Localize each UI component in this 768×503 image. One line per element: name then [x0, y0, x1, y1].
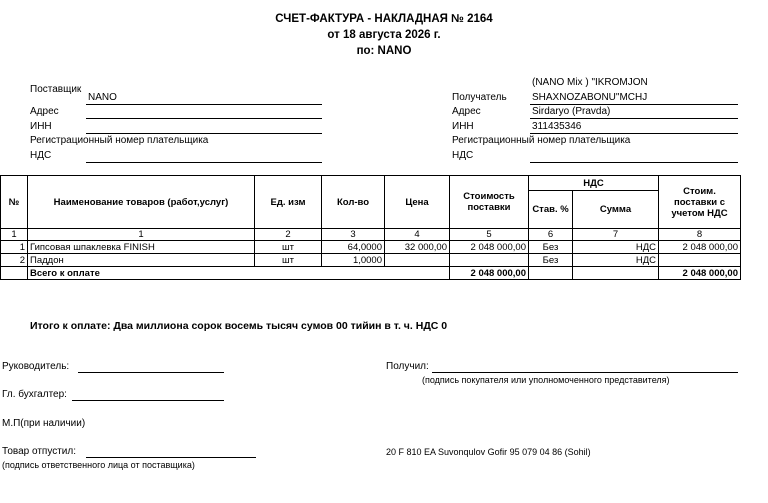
recipient-underline	[530, 104, 738, 105]
row-cost	[450, 254, 529, 267]
recipient-value-line1: (NANO Mix ) "IKROMJON	[532, 77, 648, 88]
row-nds-sum: НДС	[573, 241, 659, 254]
row-num: 1	[1, 241, 28, 254]
row-price	[385, 254, 450, 267]
invoice-table	[0, 175, 741, 280]
header-name: Наименование товаров (работ,услуг)	[28, 176, 255, 229]
header-cost: Стоимость поставки	[450, 176, 529, 229]
footer-info: 20 F 810 EA Suvonqulov Gofir 95 079 04 86 (Sohil)	[386, 447, 591, 457]
row-name: Паддон	[28, 254, 255, 267]
col-number: 8	[659, 229, 741, 241]
recipient-reg-label: Регистрационный номер плательщика	[452, 135, 631, 146]
total-row-nds-sum	[573, 267, 659, 280]
col-number: 7	[573, 229, 659, 241]
recipient-label: Получатель	[452, 92, 507, 103]
row-nds-rate: Без	[529, 254, 573, 267]
header-total: Стоим. поставки с учетом НДС	[659, 176, 741, 229]
supplier-inn-label: ИНН	[30, 121, 52, 132]
recipient-inn-label: ИНН	[452, 121, 474, 132]
row-qty: 64,0000	[322, 241, 385, 254]
total-row-empty	[1, 267, 28, 280]
total-row-total: 2 048 000,00	[659, 267, 741, 280]
received-label: Получил:	[386, 361, 429, 372]
released-label: Товар отпустил:	[2, 446, 76, 457]
total-row-nds-rate	[529, 267, 573, 280]
document-date: от 18 августа 2026 г.	[327, 29, 441, 41]
table-row	[1, 241, 741, 254]
supplier-value: NANO	[88, 92, 117, 103]
col-number: 2	[255, 229, 322, 241]
header-qty: Кол-во	[322, 176, 385, 229]
row-unit: шт	[255, 254, 322, 267]
supplier-nds-underline	[86, 162, 322, 163]
total-row-label: Всего к оплате	[28, 267, 450, 280]
recipient-value-line2: SHAXNOZABONU"MCHJ	[532, 92, 648, 103]
row-name: Гипсовая шпаклевка FINISH	[28, 241, 255, 254]
accountant-label: Гл. бухгалтер:	[2, 389, 67, 400]
supplier-reg-label: Регистрационный номер плательщика	[30, 135, 209, 146]
header-nds-sum: Сумма	[573, 191, 659, 229]
row-total	[659, 254, 741, 267]
supplier-inn-underline	[86, 133, 322, 134]
released-note: (подпись ответственного лица от поставщика)	[2, 460, 195, 470]
col-number: 1	[28, 229, 255, 241]
row-unit: шт	[255, 241, 322, 254]
recipient-address-underline	[530, 118, 738, 119]
received-note: (подпись покупателя или уполномоченного представителя)	[422, 375, 670, 385]
accountant-signature-line	[72, 400, 224, 401]
col-number: 3	[322, 229, 385, 241]
col-number: 6	[529, 229, 573, 241]
row-qty: 1,0000	[322, 254, 385, 267]
row-nds-sum: НДС	[573, 254, 659, 267]
recipient-nds-label: НДС	[452, 150, 474, 161]
header-nds-rate: Став. %	[529, 191, 573, 229]
row-nds-rate: Без	[529, 241, 573, 254]
total-summary: Итого к оплате: Два миллиона сорок восемь тысяч сумов 00 тийин в т. ч. НДС 0	[30, 320, 448, 332]
stamp-label: М.П(при наличии)	[2, 418, 86, 429]
total-row-cost: 2 048 000,00	[450, 267, 529, 280]
supplier-label: Поставщик	[30, 84, 82, 95]
recipient-address-value: Sirdaryo (Pravda)	[532, 106, 611, 117]
col-number: 1	[1, 229, 28, 241]
column-numbers-row	[1, 229, 741, 241]
supplier-nds-label: НДС	[30, 150, 52, 161]
row-num: 2	[1, 254, 28, 267]
document-title: СЧЕТ-ФАКТУРА - НАКЛАДНАЯ № 2164	[275, 13, 493, 25]
recipient-nds-underline	[530, 162, 738, 163]
recipient-inn-underline	[530, 133, 738, 134]
recipient-inn-value: 311435346	[532, 121, 582, 132]
director-label: Руководитель:	[2, 361, 70, 372]
header-num: №	[1, 176, 28, 229]
supplier-underline	[86, 104, 322, 105]
director-signature-line	[78, 372, 224, 373]
supplier-address-underline	[86, 118, 322, 119]
released-signature-line	[86, 457, 256, 458]
recipient-address-label: Адрес	[452, 106, 481, 117]
header-unit: Ед. изм	[255, 176, 322, 229]
supplier-address-label: Адрес	[30, 106, 59, 117]
col-number: 4	[385, 229, 450, 241]
header-price: Цена	[385, 176, 450, 229]
header-nds: НДС	[529, 176, 659, 191]
row-cost: 2 048 000,00	[450, 241, 529, 254]
row-total: 2 048 000,00	[659, 241, 741, 254]
col-number: 5	[450, 229, 529, 241]
table-row	[1, 254, 741, 267]
total-row	[1, 267, 741, 280]
document-po: по: NANO	[356, 45, 412, 57]
row-price: 32 000,00	[385, 241, 450, 254]
received-signature-line	[432, 372, 738, 373]
